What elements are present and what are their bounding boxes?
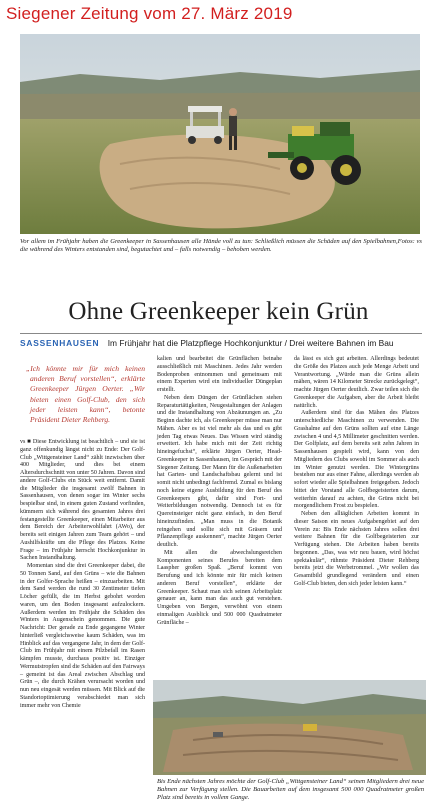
pull-quote: „Ich könnte mir für mich keinen anderen Beruf vorstellen“, erklärte Greenkeeper Jürgen Oerter. „Wir bieten einen Golf-Club, den sich jeder leisten kann“, betonte Präsident Dieter Rehberg. [26, 364, 145, 425]
newspaper-header: Siegener Zeitung vom 27. März 2019 [6, 4, 293, 23]
greenkeeper-photo [20, 34, 420, 234]
column-3-paragraph: Neben den alltäglichen Arbeiten kommt in dieser Saison ein neues Aufgabengebiet auf den Verein zu: Bis Ende nächsten Jahres sollen drei weitere Bahnen für die Golfbegeisterten zur Verfügung stehen. Die Arbeiten haben bereits begonnen. „Das, was wir neu bauen, wird höchst spektakulär“, rühmte Präsident Dieter Rehberg bereits jetzt die Werbetrommel. „Wir wollen das Gesamtbild grundlegend verändern und einen Golf-Club bieten, den sich jeder leisten kann.“ [294, 511, 419, 587]
headline-divider [20, 333, 422, 334]
pull-quote-divider [20, 476, 145, 477]
subheadline-text: Im Frühjahr hat die Platzpflege Hochkonjunktur / Drei weitere Bahnen im Bau [107, 338, 394, 348]
top-photo-caption [20, 238, 422, 255]
column-3-paragraph: Außerdem sind für das Mähen des Platzes unterschiedliche Maschinen zu verwenden. Die Grashalme auf den Grüns sollten auf eine Länge zwischen 4 und 4,5 Millimeter geschnitten werden. Der Golfplatz, auf dem bereits seit zehn Jahren in Sassenhausen gespielt wird, kann von den Mitgliedern des Clubs sowohl im Sommer als auch im Winter genutzt werden. Die Wintergrüns bestehen nur aus einer Fahne, allerdings werden ab sofort wieder alle Spielbahnen freigegeben. Jedoch bittet der Vorstand alle Golfbegeisterten darum, weiterhin darauf zu achten, die Grüns nicht bei morgendlichem Frost zu bespielen. [294, 410, 419, 510]
bottom-photo-caption: Bis Ende nächsten Jahres möchte der Golf-Club „Wittgensteiner Land“ seinen Mitgliedern drei neue Bahnen zur Verfügung stellen. Die Bauarbeiten auf dem insgesamt 500 000 Quadratmeter großen Platz sind bereits in vollem Gange. [157, 778, 424, 802]
subheadline [20, 338, 422, 348]
column-2-paragraph: kalien und bearbeitet die Grünflächen beinahe ausschließlich mit Maschinen. Jedes Jahr werden Bodenproben entnommen und gemeinsam mit einem Experten wird ein individueller Düngeplan erstellt. [157, 356, 282, 393]
construction-photo [153, 680, 426, 775]
article-column-1 [20, 356, 145, 710]
column-1-paragraph: Momentan sind die drei Greenkeeper dabei, die 50 Tonnen Sand, auf den Grüns – wie die Bahnen in der Golfer-Sprache heißen – einzuarbeiten. Mit dem Sand werden die rund 30 Zentimeter tiefen Löcher gefüllt, die im Herbst gebohrt worden waren, um den Boden insgesamt aufzulockern. Außerdem werden im Frühjahr die Schäden des Winters in Augenschein genommen. Die gute Nachricht: Der gerade zu Ende gegangene Winter hinterließ vergleichsweise kaum Schäden, was im Hinblick auf das vergangene Jahr, in dem der Golf-Club im Frühjahr mit einem Pilzbefall im Rasen kämpfen musste, durchaus positiv ist. Einziger Wermutstropfen sind die Schäden auf den Fairways – gemeint ist das Areal zwischen Abschlag und Grün –, die durch Krähen verursacht worden und nun neu eingesät werden müssen. Mit Blick auf die Standortoptimierung verabschiedet man sich immer mehr von Chemie [20, 563, 145, 709]
column-2-paragraph: Mit allen die abwechslungsreichen Komponenten seines Berufes bereiten dem Laaspher großen Spaß. „Beruf kommt von Berufung und ich könnte mir für mich keinen anderen Beruf vorstellen“, erklärte der Greenkeeper. Schaut man sich seinen Arbeitsplatz genauer an, kann man das auch gut verstehen. Umgeben von Bergen, verwöhnt von einem einmaligen Ausblick und 500 000 Quadratmeter Grünfläche – [157, 549, 282, 626]
article-column-2 [157, 356, 282, 627]
article-column-3 [294, 356, 419, 589]
column-2-paragraph: Neben dem Düngen der Grünflächen stehen Reparaturtätigkeiten, Neugestaltungen der Anlagen und die Instandhaltung von Abzäunungen an. „Zu Beginn dachte ich, als Greenkeeper müsse man nur Mähen. Aber es ist viel mehr als das und es gibt jeden Tag etwas Neues. Das Wissen wird ständig erweitert. Ich habe mich mit der Zeit richtig hineingefuchst“, erklärte Jürgen Oerter, Head-Greenkeeper in Sassenhausen, im Gespräch mit der Siegener Zeitung. Der Mann für die Außenarbeiten hat Garten- und Landschaftsbau gelernt und ist somit nicht unbedingt fachfremd. Zumal es bislang noch keine eigene Ausbildung für den Beruf des Greenkeepers gibt, dafür sind Fort- und Weiterbildungen notwendig. Dennoch ist es für Quereinsteiger nicht ganz einfach, in den Beruf hineinzufinden. „Man muss in die Botanik reingehen und sollte sich mit Gräsern und Pflanzenpflege auskennen“, machte Jürgen Oerter deutlich. [157, 394, 282, 548]
dateline-location: SASSENHAUSEN [20, 338, 100, 348]
article-headline: Ohne Greenkeeper kein Grün [68, 298, 369, 325]
top-caption-text: Vor allem im Frühjahr haben die Greenkeeper in Sassenhausen alle Hände voll zu tun: Schließlich müssen die Schäden auf den Spielbahnen, die während des Winters entstanden sind, begutachtet und – falls notwendig – behoben werden. [20, 238, 398, 254]
column-1-paragraph: vs ■ Diese Entwicklung ist beachtlich – und sie ist ganz offenkundig längst nicht zu Ende: Der Golf-Club „Wittgensteiner Land“ zählt inzwischen über 400 Mitglieder, und dies bei einem Altersdurchschnitt von unter 50 Jahren. Davon sind andere Golf-Clubs ein Stück weit entfernt. Damit die Mitglieder die insgesamt zwölf Bahnen in Sassenhausen, von denen sogar im Winter sechs bespielbar sind, in einem guten Zustand vorfinden, kümmern sich während des gesamten Jahres drei festangestellte Greenkeeper, einen Mitarbeiter aus dem Bereich der Arbeiterwohlfahrt (AWo), der bereits seit einigen Jahren zum Team gehört – und Aushilfskräfte um die Pflege des Platzes. Keine Frage – im Frühjahr herrscht Hochkonjunktur in Sachen Instandhaltung. [20, 439, 145, 562]
column-3-paragraph: da lässt es sich gut arbeiten. Allerdings bedeutet die Größe des Platzes auch jede Menge Arbeit und Verantwortung. „Würde man die Grüns allein mähen, wären 14 Kilometer Strecke zurückgelegt“, machte Jürgen Oerter deutlich. Zwar teilen sich die Greenkeeper die Aufgaben, aber die Arbeit bleibt natürlich. [294, 356, 419, 409]
top-caption-credit: Fotos: vs [397, 238, 422, 245]
